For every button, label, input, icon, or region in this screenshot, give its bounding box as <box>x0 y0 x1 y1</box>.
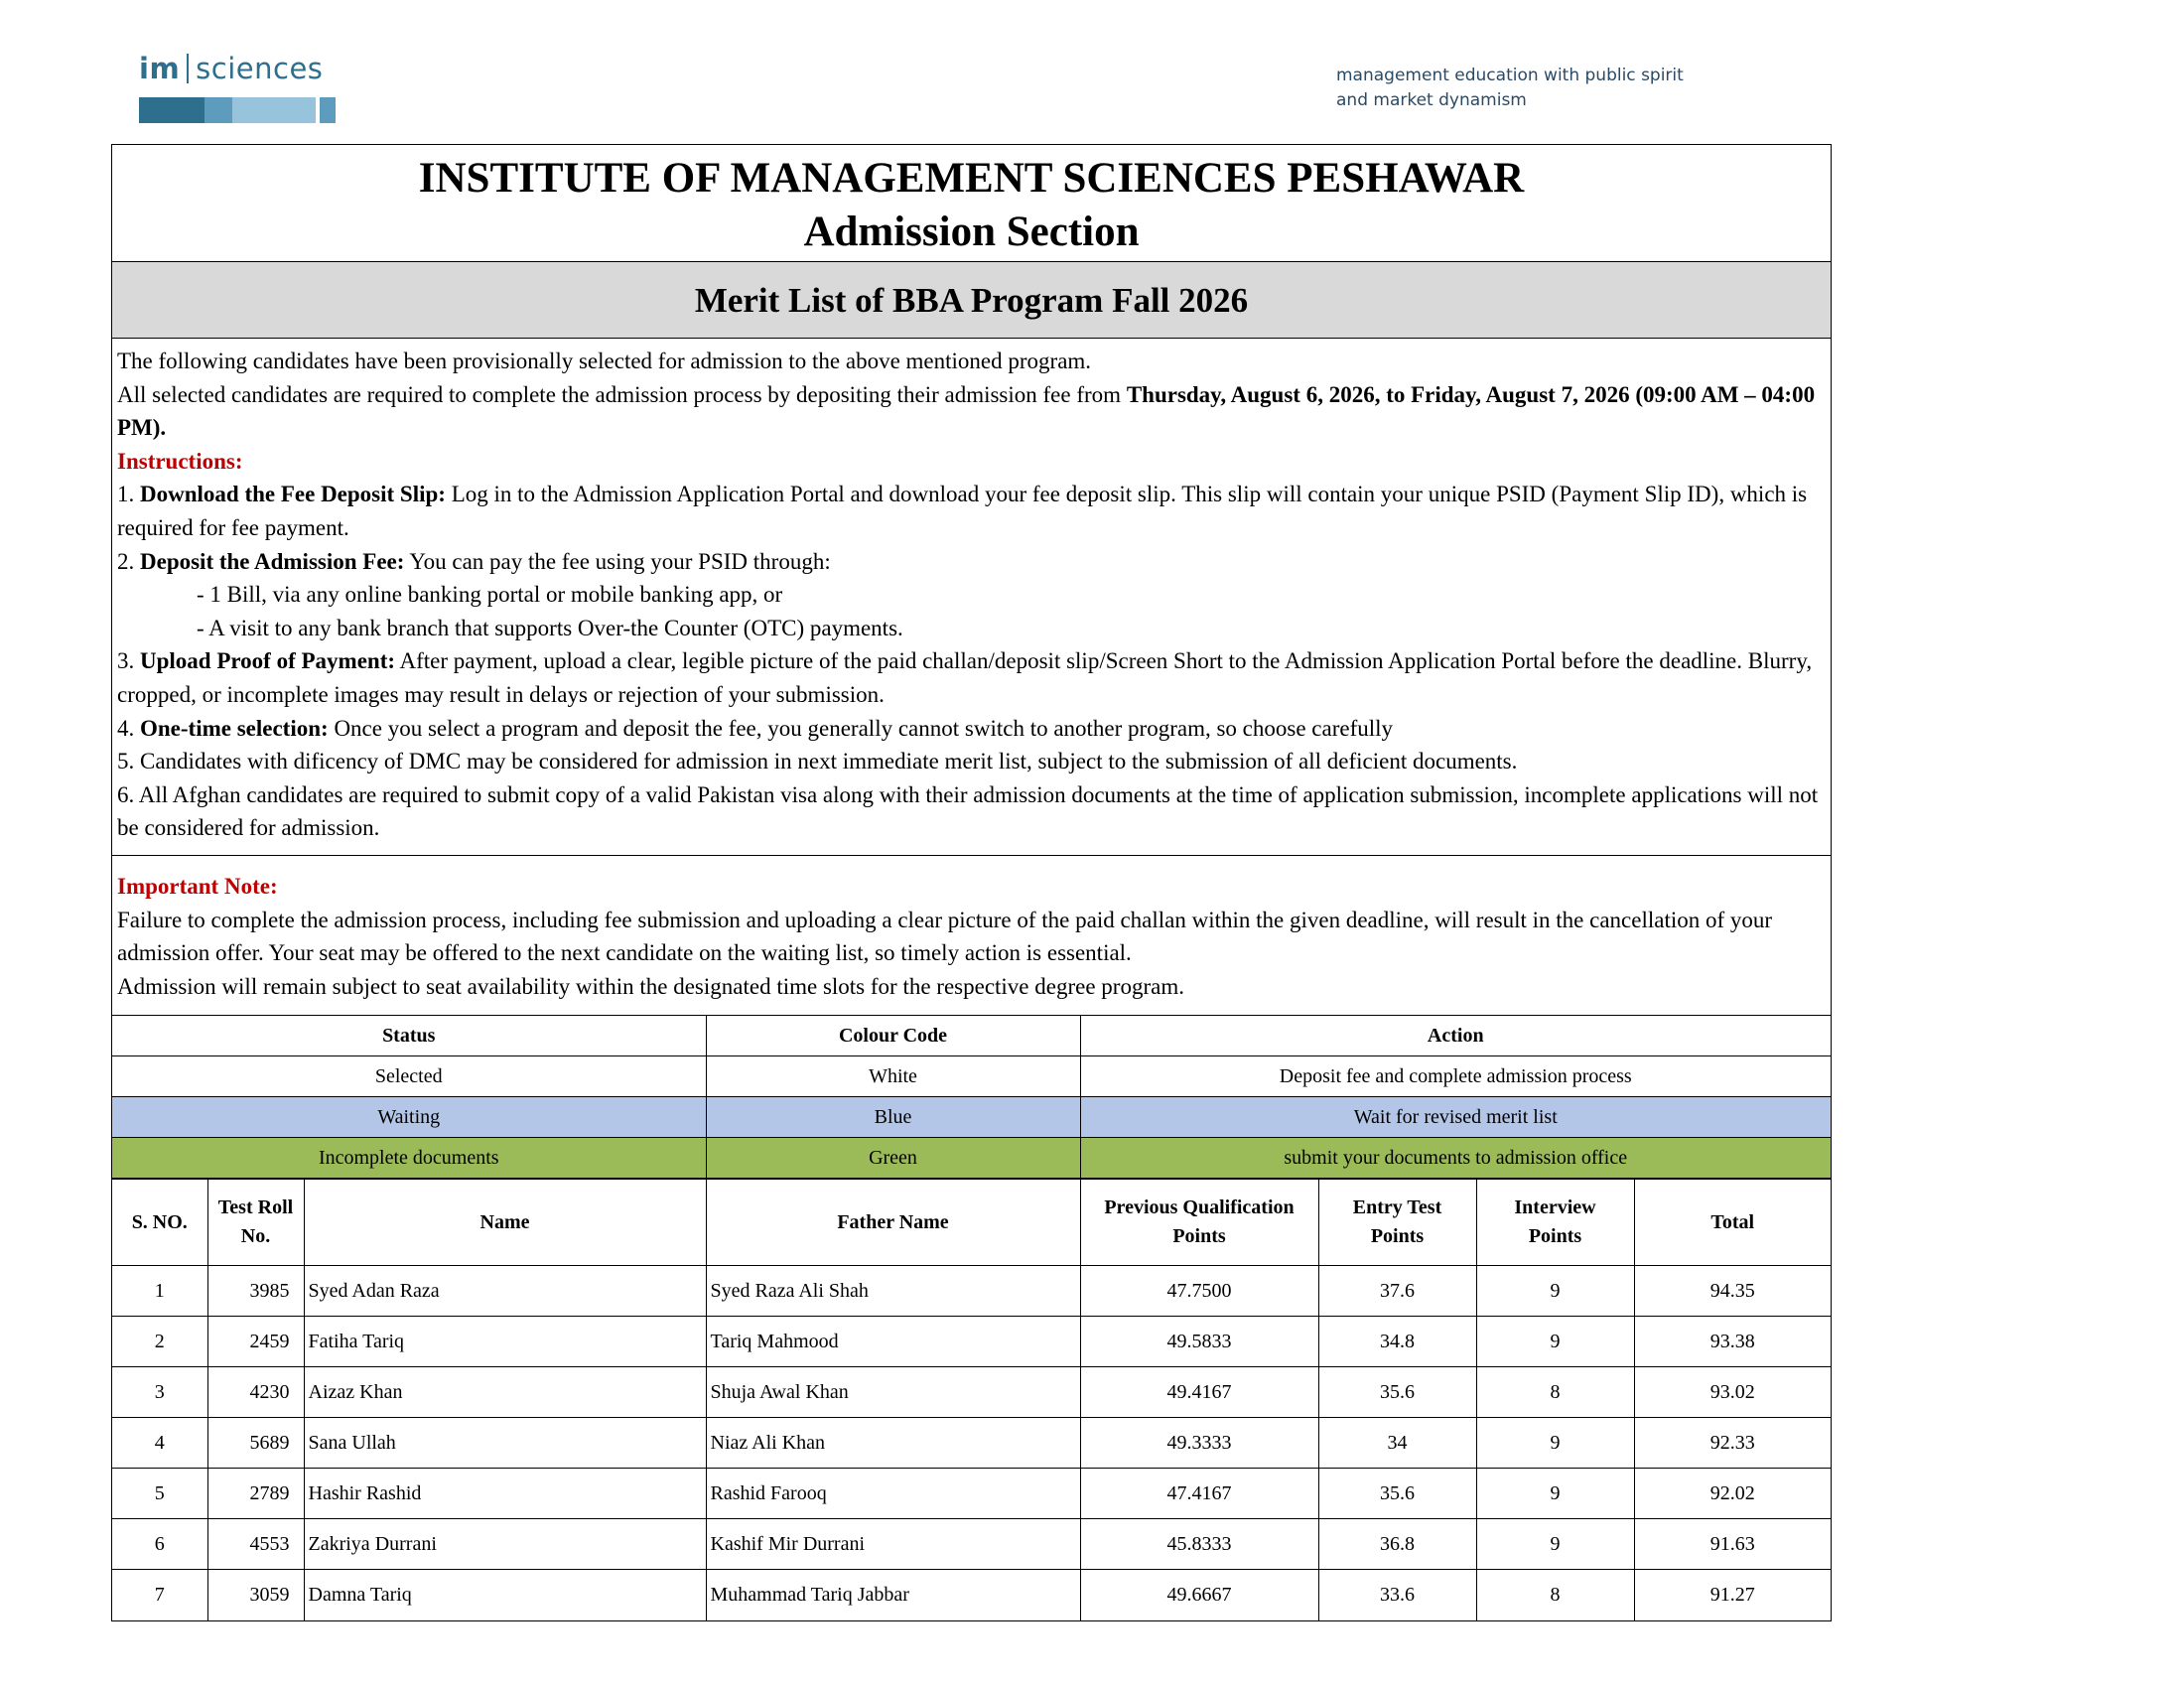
legend-row-incomplete <box>112 1138 1831 1179</box>
legend-action: Wait for revised merit list <box>1080 1097 1831 1138</box>
legend-row-selected <box>112 1056 1831 1097</box>
cell-test-roll: 3985 <box>207 1266 304 1317</box>
cell-previous-points: 47.7500 <box>1080 1266 1318 1317</box>
tagline-line-2: and market dynamism <box>1336 90 1527 110</box>
cell-name: Hashir Rashid <box>304 1469 706 1519</box>
important-note-block <box>112 856 1831 1015</box>
instructions-heading: Instructions: <box>117 448 243 474</box>
cell-test-roll: 3059 <box>207 1570 304 1620</box>
legend-colour: Green <box>706 1138 1080 1179</box>
cell-total: 94.35 <box>1634 1266 1831 1317</box>
table-row <box>112 1519 1831 1570</box>
legend-row-waiting <box>112 1097 1831 1138</box>
logo-wordmark <box>139 52 338 85</box>
header-father-name: Father Name <box>706 1180 1080 1266</box>
instruction-item-3: 3. Upload Proof of Payment: After payment, upload a clear, legible picture of the paid challan/deposit slip/Screen Short to the Admission Application Portal before the deadline. Blurry, cropped, or incomplete images may result in delays or rejection of your submission. <box>117 648 1813 707</box>
cell-total: 92.33 <box>1634 1418 1831 1469</box>
cell-interview-points: 8 <box>1476 1570 1634 1620</box>
cell-sno: 2 <box>112 1317 207 1367</box>
legend-header-status: Status <box>112 1016 706 1056</box>
cell-sno: 3 <box>112 1367 207 1418</box>
fee-deposit-dates: Thursday, August 6, 2026, to Friday, August 7, 2026 (09:00 AM – 04:00 PM). <box>117 381 1816 441</box>
cell-entry-test-points: 34.8 <box>1318 1317 1476 1367</box>
cell-interview-points: 9 <box>1476 1317 1634 1367</box>
cell-interview-points: 9 <box>1476 1418 1634 1469</box>
intro-line-2: All selected candidates are required to complete the admission process by depositing their admission fee from Thursday, August 6, 2026, to Friday, August 7, 2026 (09:00 AM – 04:00 PM). <box>117 381 1816 441</box>
cell-father-name: Shuja Awal Khan <box>706 1367 1080 1418</box>
cell-name: Syed Adan Raza <box>304 1266 706 1317</box>
merit-list-title: Merit List of BBA Program Fall 2026 <box>112 262 1831 339</box>
legend-status: Incomplete documents <box>112 1138 706 1179</box>
cell-test-roll: 2459 <box>207 1317 304 1367</box>
header-entry-test: Entry Test Points <box>1318 1180 1476 1266</box>
logo-separator <box>187 54 189 83</box>
legend-header-action: Action <box>1080 1016 1831 1056</box>
cell-previous-points: 49.6667 <box>1080 1570 1318 1620</box>
cell-interview-points: 9 <box>1476 1519 1634 1570</box>
cell-entry-test-points: 35.6 <box>1318 1469 1476 1519</box>
cell-total: 91.27 <box>1634 1570 1831 1620</box>
merit-list-table <box>112 1179 1831 1620</box>
instruction-item-6: 6. All Afghan candidates are required to submit copy of a valid Pakistan visa along with their admission documents at the time of application submission, incomplete applications will not be considered for admission. <box>117 781 1819 841</box>
cell-entry-test-points: 37.6 <box>1318 1266 1476 1317</box>
cell-name: Aizaz Khan <box>304 1367 706 1418</box>
instruction-item-4: 4. One-time selection: Once you select a program and deposit the fee, you generally cannot switch to another program, so choose carefully <box>117 715 1394 741</box>
cell-interview-points: 9 <box>1476 1266 1634 1317</box>
legend-status: Selected <box>112 1056 706 1097</box>
legend-status: Waiting <box>112 1097 706 1138</box>
table-row <box>112 1570 1831 1620</box>
legend-colour: White <box>706 1056 1080 1097</box>
table-row <box>112 1469 1831 1519</box>
legend-colour: Blue <box>706 1097 1080 1138</box>
intro-line-1: The following candidates have been provisionally selected for admission to the above mentioned program. <box>117 349 1092 373</box>
table-row <box>112 1367 1831 1418</box>
cell-total: 93.38 <box>1634 1317 1831 1367</box>
institute-title: INSTITUTE OF MANAGEMENT SCIENCES PESHAWAR <box>418 155 1525 202</box>
cell-previous-points: 45.8333 <box>1080 1519 1318 1570</box>
title-block <box>112 145 1831 262</box>
instruction-item-2: 2. Deposit the Admission Fee: You can pay the fee using your PSID through: <box>117 548 831 574</box>
cell-previous-points: 47.4167 <box>1080 1469 1318 1519</box>
legend-header-colour: Colour Code <box>706 1016 1080 1056</box>
cell-total: 93.02 <box>1634 1367 1831 1418</box>
payment-option-2: - A visit to any bank branch that supports Over-the Counter (OTC) payments. <box>197 615 903 640</box>
tagline-line-1: management education with public spirit <box>1336 66 1684 85</box>
cell-entry-test-points: 34 <box>1318 1418 1476 1469</box>
instructions-block <box>112 339 1831 856</box>
header-sno: S. NO. <box>112 1180 207 1266</box>
instruction-item-5: 5. Candidates with dificency of DMC may be considered for admission in next immediate merit list, subject to the submission of all deficient documents. <box>117 749 1518 774</box>
cell-father-name: Rashid Farooq <box>706 1469 1080 1519</box>
cell-test-roll: 5689 <box>207 1418 304 1469</box>
header-test-roll: Test Roll No. <box>207 1180 304 1266</box>
cell-father-name: Muhammad Tariq Jabbar <box>706 1570 1080 1620</box>
cell-name: Damna Tariq <box>304 1570 706 1620</box>
cell-interview-points: 9 <box>1476 1469 1634 1519</box>
cell-sno: 4 <box>112 1418 207 1469</box>
table-row <box>112 1418 1831 1469</box>
cell-name: Fatiha Tariq <box>304 1317 706 1367</box>
cell-sno: 6 <box>112 1519 207 1570</box>
tagline <box>1336 64 1684 113</box>
cell-entry-test-points: 36.8 <box>1318 1519 1476 1570</box>
cell-total: 91.63 <box>1634 1519 1831 1570</box>
header-name: Name <box>304 1180 706 1266</box>
cell-sno: 5 <box>112 1469 207 1519</box>
cell-father-name: Niaz Ali Khan <box>706 1418 1080 1469</box>
status-legend-table <box>112 1015 1831 1179</box>
instruction-item-1: 1. Download the Fee Deposit Slip: Log in to the Admission Application Portal and download your fee deposit slip. This slip will contain your unique PSID (Payment Slip ID), which is required for fee payment. <box>117 482 1808 540</box>
merit-header-row <box>112 1180 1831 1266</box>
legend-action: Deposit fee and complete admission process <box>1080 1056 1831 1097</box>
cell-previous-points: 49.5833 <box>1080 1317 1318 1367</box>
cell-father-name: Syed Raza Ali Shah <box>706 1266 1080 1317</box>
cell-previous-points: 49.4167 <box>1080 1367 1318 1418</box>
cell-test-roll: 2789 <box>207 1469 304 1519</box>
cell-entry-test-points: 33.6 <box>1318 1570 1476 1620</box>
section-title: Admission Section <box>803 209 1140 255</box>
cell-father-name: Kashif Mir Durrani <box>706 1519 1080 1570</box>
logo-im: im <box>139 52 181 85</box>
cell-test-roll: 4230 <box>207 1367 304 1418</box>
cell-sno: 1 <box>112 1266 207 1317</box>
payment-option-1: - 1 Bill, via any online banking portal or mobile banking app, or <box>197 582 783 608</box>
cell-name: Zakriya Durrani <box>304 1519 706 1570</box>
cell-previous-points: 49.3333 <box>1080 1418 1318 1469</box>
important-note-line-2: Admission will remain subject to seat availability within the designated time slots for the respective degree program. <box>117 973 1184 999</box>
table-row <box>112 1317 1831 1367</box>
cell-interview-points: 8 <box>1476 1367 1634 1418</box>
logo-bars <box>139 97 332 123</box>
legend-header-row <box>112 1016 1831 1056</box>
legend-action: submit your documents to admission office <box>1080 1138 1831 1179</box>
cell-name: Sana Ullah <box>304 1418 706 1469</box>
cell-entry-test-points: 35.6 <box>1318 1367 1476 1418</box>
cell-sno: 7 <box>112 1570 207 1620</box>
logo-sciences: sciences <box>196 52 324 85</box>
cell-total: 92.02 <box>1634 1469 1831 1519</box>
important-note-line-1: Failure to complete the admission process, including fee submission and uploading a clear picture of the paid challan within the given deadline, will result in the cancellation of your admission offer. Your seat may be offered to the next candidate on the waiting list, so timely action is essential. <box>117 907 1773 966</box>
important-note-heading: Important Note: <box>117 874 278 899</box>
table-row <box>112 1266 1831 1317</box>
header-previous-qualification: Previous Qualification Points <box>1080 1180 1318 1266</box>
cell-father-name: Tariq Mahmood <box>706 1317 1080 1367</box>
imsciences-logo <box>139 52 338 131</box>
merit-list-document <box>111 144 1832 1621</box>
header-interview: Interview Points <box>1476 1180 1634 1266</box>
header-total: Total <box>1634 1180 1831 1266</box>
cell-test-roll: 4553 <box>207 1519 304 1570</box>
